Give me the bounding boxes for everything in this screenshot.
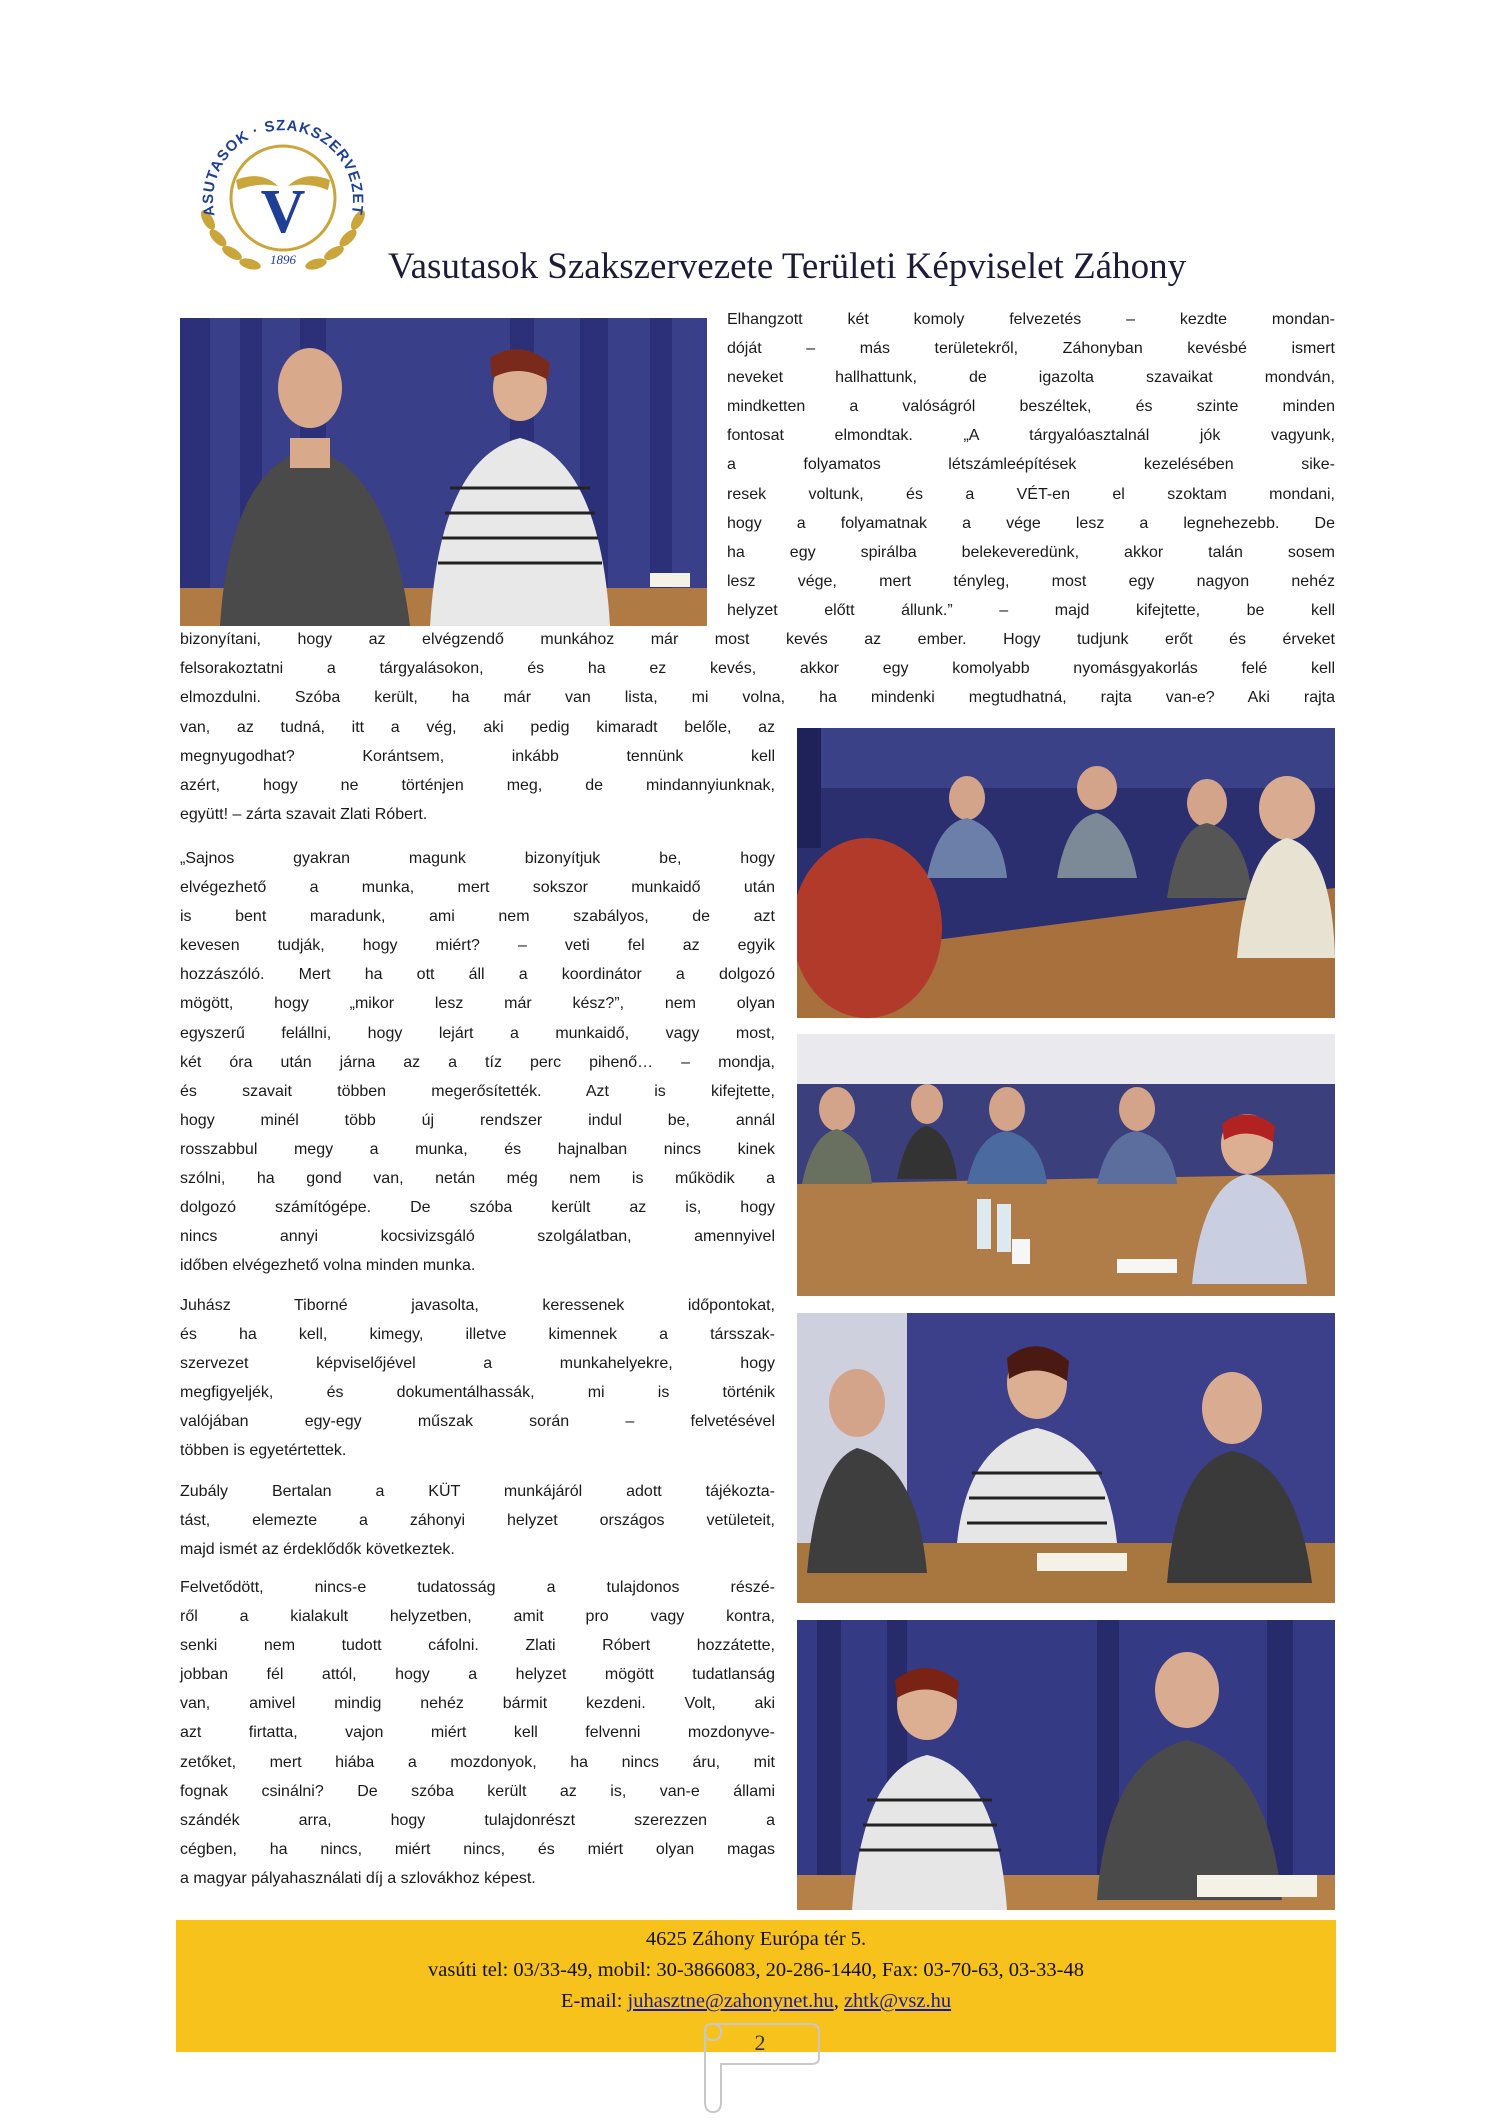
text-line: fognak csinálni? De szóba került az is, van-e állami [180, 1782, 775, 1800]
text-line: kevesen tudják, hogy miért? – veti fel az egyik [180, 937, 775, 955]
text-line: egyszerű felállni, hogy lejárt a munkaidő, vagy most, [180, 1024, 775, 1042]
paragraph-5 [180, 1579, 775, 1899]
text-line: elvégezhető a munka, mert sokszor munkaidő után [180, 879, 775, 897]
text-line: „Sajnos gyakran magunk bizonyítjuk be, hogy [180, 850, 775, 867]
photo-speakers [180, 318, 707, 626]
text-line: neveket hallhattunk, de igazolta szavaikat mondván, [727, 369, 1335, 387]
text-line: felsorakoztatni a tárgyalásokon, és ha ez kevés, akkor egy komolyabb nyomásgyakorlás felé kell [180, 660, 1335, 678]
text-line: hogy minél több új rendszer indul be, annál [180, 1111, 775, 1129]
full-width-paragraph [180, 631, 1335, 718]
paragraph-4 [180, 1483, 775, 1570]
text-line: hogy a folyamatnak a vége lesz a legnehezebb. De [727, 514, 1335, 532]
text-line: megnyugodhat? Korántsem, inkább tennünk kell [180, 748, 775, 766]
text-line: időben elvégezhető volna minden munka. [180, 1257, 476, 1275]
text-line: Felvetődött, nincs-e tudatosság a tulajdonos részé- [180, 1579, 775, 1596]
photo-meeting-3 [797, 1313, 1335, 1603]
text-line: senki nem tudott cáfolni. Zlati Róbert hozzátette, [180, 1637, 775, 1655]
text-line: mögött, hogy „mikor lesz már kész?”, nem olyan [180, 995, 775, 1013]
logo-arc-text: ASUTASOK · SZAKSZERVEZET [199, 117, 367, 218]
text-line: rosszabbul megy a munka, és hajnalban nincs kinek [180, 1140, 775, 1158]
text-line: is bent maradunk, ami nem szabályos, de azt [180, 908, 775, 926]
text-line: helyzet előtt állunk.” – majd kifejtette, be kell [727, 601, 1335, 619]
photo-meeting-2 [797, 1034, 1335, 1296]
text-line: lesz vége, mert tényleg, most egy nagyon nehéz [727, 572, 1335, 590]
text-line: Elhangzott két komoly felvezetés – kezdte mondan- [727, 311, 1335, 328]
text-line: ha egy spirálba belekeveredünk, akkor talán sosem [727, 543, 1335, 561]
text-line: van, amivel mindig nehéz bármit kezdeni. Volt, aki [180, 1695, 775, 1713]
text-line: dóját – más területekről, Záhonyban kevésbé ismert [727, 340, 1335, 358]
text-line: bizonyítani, hogy az elvégzendő munkához már most kevés az ember. Hogy tudjunk erőt és érveket [180, 631, 1335, 648]
text-line: a folyamatos létszámleépítések kezelésében sike- [727, 456, 1335, 474]
text-line: resek voltunk, és a VÉT-en el szoktam mondani, [727, 485, 1335, 503]
paragraph-2 [180, 850, 775, 1286]
text-line: majd ismét az érdeklődők következtek. [180, 1541, 455, 1559]
text-line: mindketten a valóságról beszéltek, és szinte minden [727, 398, 1335, 416]
footer-address: 4625 Záhony Európa tér 5. [645, 1928, 867, 1950]
union-logo [186, 102, 380, 282]
text-line: nincs annyi kocsivizsgáló szolgálatban, amennyivel [180, 1228, 775, 1246]
footer-email-line [176, 1986, 1336, 2017]
text-line: és szavait többen megerősítették. Azt is kifejtette, [180, 1082, 775, 1100]
logo-monogram: V [260, 178, 306, 246]
text-line: megfigyeljék, és dokumentálhassák, mi is történik [180, 1384, 775, 1402]
paragraph-3 [180, 1297, 775, 1472]
email-link-1[interactable]: juhasztne@zahonynet.hu [627, 1990, 834, 2012]
text-line: cégben, ha nincs, miért nincs, és miért olyan magas [180, 1840, 775, 1858]
footer-email-label: E-mail: [560, 1990, 628, 2012]
text-line: zetőket, mert hiába a mozdonyok, ha nincs áru, mit [180, 1753, 775, 1771]
footer-email-separator: , [833, 1990, 844, 2012]
text-line: van, az tudná, itt a vég, aki pedig kimaradt belőle, az [180, 719, 775, 736]
text-line: szándék arra, hogy tulajdonrészt szerezzen a [180, 1811, 775, 1829]
footer-phones: vasúti tel: 03/33-49, mobil: 30-3866083, 20-286-1440, Fax: 03-70-63, 03-33-48 [428, 1959, 1084, 1981]
intro-paragraph [727, 311, 1335, 631]
text-line: valójában egy-egy műszak során – felvetésével [180, 1413, 775, 1431]
text-line: együtt! – zárta szavait Zlati Róbert. [180, 806, 428, 824]
photo-meeting-1 [797, 728, 1335, 1018]
text-line: azért, hogy ne történjen meg, de mindannyiunknak, [180, 777, 775, 795]
text-line: két óra után járna az a tíz perc pihenő… – mondja, [180, 1053, 775, 1071]
text-line: Juhász Tiborné javasolta, keressenek időpontokat, [180, 1297, 775, 1314]
text-line: elmozdulni. Szóba került, ha már van lista, mi volna, ha mindenki megtudhatná, rajta van-e? Aki rajta [180, 689, 1335, 707]
text-line: a magyar pályahasználati díj a szlovákhoz képest. [180, 1869, 536, 1887]
text-line: dolgozó számítógépe. De szóba került az is, hogy [180, 1199, 775, 1217]
text-line: jobban fél attól, hogy a helyzet mögött tudatlanság [180, 1666, 775, 1684]
photo-meeting-4 [797, 1620, 1335, 1910]
text-line: és ha kell, kimegy, illetve kimennek a társszak- [180, 1326, 775, 1344]
text-line: azt firtatta, vajon miért kell felvenni mozdonyve- [180, 1724, 775, 1742]
text-line: Zubály Bertalan a KÜT munkájáról adott tájékozta- [180, 1483, 775, 1500]
logo-year: 1896 [270, 252, 296, 267]
text-line: tást, elemezte a záhonyi helyzet országos vetületeit, [180, 1512, 775, 1530]
page-title: Vasutasok Szakszervezete Területi Képviselet Záhony [388, 246, 1187, 287]
text-line: ről a kialakult helyzetben, amit pro vagy kontra, [180, 1608, 775, 1626]
email-link-2[interactable]: zhtk@vsz.hu [843, 1990, 952, 2012]
text-line: szólni, ha gond van, netán még nem is működik a [180, 1170, 775, 1188]
text-line: szervezet képviselőjével a munkahelyekre, hogy [180, 1355, 775, 1373]
text-line: hozzászóló. Mert ha ott áll a koordinátor a dolgozó [180, 966, 775, 984]
text-line: többen is egyetértettek. [180, 1442, 347, 1460]
paragraph-1-end [180, 719, 775, 835]
page-number: 2 [754, 2030, 766, 2055]
text-line: fontosat elmondtak. „A tárgyalóasztalnál jók vagyunk, [727, 427, 1335, 445]
